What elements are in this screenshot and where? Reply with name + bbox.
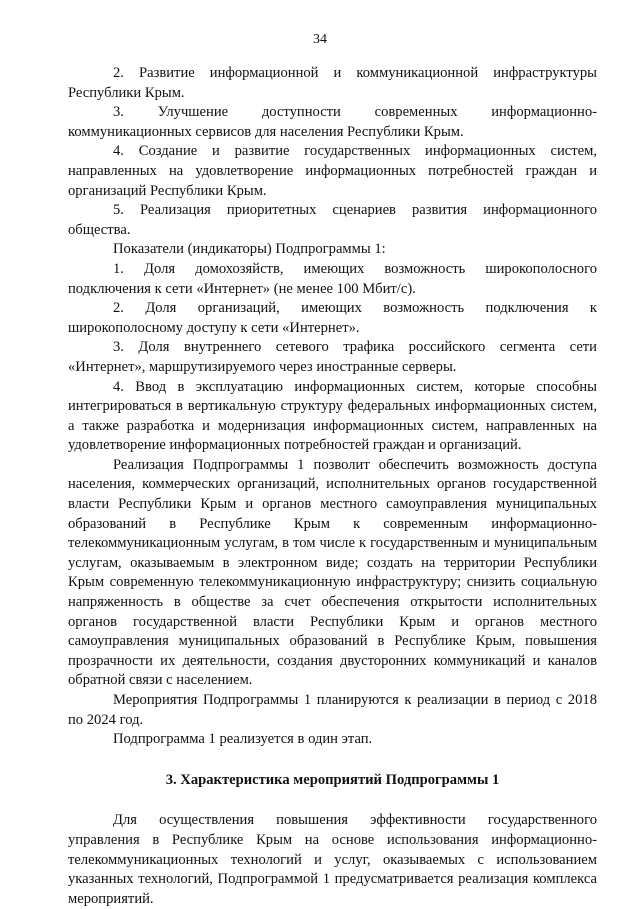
document-body xyxy=(68,64,597,909)
paragraph-indicator-2: 2. Доля организаций, имеющих возможность подключения к широкополосному доступу к сети «Интернет». xyxy=(68,300,597,336)
paragraph-goal-4: 4. Создание и развитие государственных информационных систем, направленных на удовлетворение информационных потребностей граждан и организаций Республики Крым. xyxy=(68,143,597,199)
paragraph-stage: Подпрограмма 1 реализуется в один этап. xyxy=(113,731,373,748)
paragraph-indicator-3: 3. Доля внутреннего сетевого трафика российского сегмента сети «Интернет», маршрутизируемого через иностранные серверы. xyxy=(68,339,597,375)
paragraph-goal-5: 5. Реализация приоритетных сценариев развития информационного общества. xyxy=(68,202,597,238)
paragraph-measures: Для осуществления повышения эффективности государственного управления в Республике Крым на основе использования информационно-телекоммуникационных технологий и услуг, оказываемых с использованием указанных технологий, Подпрограммой 1 предусматривается реализация комплекса мероприятий. xyxy=(68,812,597,907)
section-heading: 3. Характеристика мероприятий Подпрограммы 1 xyxy=(165,771,500,788)
paragraph-period: Мероприятия Подпрограммы 1 планируются к реализации в период с 2018 по 2024 год. xyxy=(68,692,597,728)
paragraph-indicators-intro: Показатели (индикаторы) Подпрограммы 1: xyxy=(113,241,386,258)
paragraph-goal-3: 3. Улучшение доступности современных информационно-коммуникационных сервисов для населения Республики Крым. xyxy=(68,104,597,140)
paragraph-indicator-4: 4. Ввод в эксплуатацию информационных систем, которые способны интегрироваться в вертикальную структуру федеральных информационных систем, а также разработка и модернизация информационных систем, направленных на удовлетворение информационных потребностей граждан и организаций. xyxy=(68,378,597,454)
paragraph-implementation: Реализация Подпрограммы 1 позволит обеспечить возможность доступа населения, коммерческих организаций, исполнительных органов государственной власти Республики Крым и органов местного самоуправления муниципальных образований в Республике Крым к современным информационно-телекоммуникационным услугам, в том числе к государственным и муниципальным услугам, оказываемым в электронном виде; создать на территории Республики Крым современную телекоммуникационную инфраструктуру; снизить социальную напряженность в обществе за счет обеспечения открытости исполнительных органов государственной власти Республики Крым и органов местного самоуправления муниципальных образований в Республике Крым, повышения прозрачности их деятельности, создания двусторонних коммуникаций и каналов обратной связи с населением. xyxy=(68,456,597,689)
paragraph-goal-2: 2. Развитие информационной и коммуникационной инфраструктуры Республики Крым. xyxy=(68,65,597,101)
paragraph-indicator-1: 1. Доля домохозяйств, имеющих возможность широкополосного подключения к сети «Интернет» (не менее 100 Мбит/с). xyxy=(68,260,597,297)
page-number: 34 xyxy=(313,32,327,47)
